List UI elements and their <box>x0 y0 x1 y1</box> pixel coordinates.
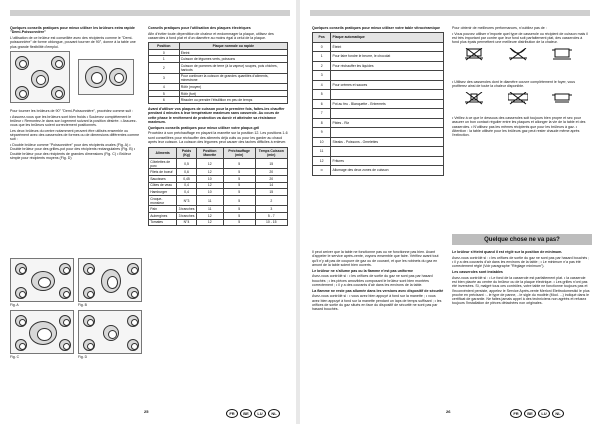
burner-icon <box>83 287 95 299</box>
table-cell: 0 <box>313 42 331 52</box>
fig-c-caption: Fig. C <box>10 355 20 359</box>
table-cell <box>331 128 444 138</box>
burner-icon <box>103 325 119 341</box>
table-cell: Cuisson de légumes verts, poissons <box>179 56 287 63</box>
page-number: 25 <box>144 409 149 414</box>
table-cell: Pâtes - Riz <box>331 118 444 128</box>
burner-icon <box>83 263 95 275</box>
table-cell: 0,6 <box>177 169 196 176</box>
burner-icon <box>15 86 29 100</box>
table-cell: 0,45 <box>177 175 196 182</box>
right-column-1-bottom <box>312 250 444 400</box>
burner-icon <box>127 287 139 299</box>
burner-icon <box>15 339 27 351</box>
table-row <box>313 128 444 138</box>
table-cell: 3 tranches <box>178 207 195 212</box>
right-column-2-top <box>452 26 590 230</box>
table-row <box>149 219 288 226</box>
subheading: La flamme ne reste pas allumée dans les versions avec dispositif de sécurité <box>312 288 444 293</box>
table-cell: Fritures <box>331 156 444 166</box>
list: • Vous pouvez utiliser n'importe quel type de casserole ou récipient de cuisson mais il est très important par contre que leur fond soit parfaitement plat, des casseroles à fond plus épais permettent une meilleure distribution de la chaleur. <box>452 31 588 45</box>
subheading: Les casseroles sont instables <box>452 269 503 274</box>
section-title: Quelques conseils pratiques pour mieux utiliser les brûleurs extra rapide "Demi-Poissonnière" <box>10 26 135 35</box>
table-cell: N°4 <box>177 219 196 226</box>
table-header: Pos <box>313 33 331 43</box>
pot-on-hob-icon <box>464 48 484 61</box>
table-row <box>313 109 444 119</box>
table-row <box>149 195 288 206</box>
burner-icon <box>31 70 49 88</box>
table-cell: Pain <box>149 206 177 213</box>
table-cell: Croque-monsieur <box>149 195 177 206</box>
burner-icon <box>15 315 27 327</box>
burner-icon <box>101 269 121 293</box>
burner-icon <box>85 66 107 88</box>
table-cell: 5 <box>223 182 255 189</box>
table-cell: 0,4 <box>177 182 196 189</box>
table-cell: N°3 <box>177 195 196 206</box>
table-header: Plaque normale ou rapide <box>179 43 287 50</box>
burner-icon <box>15 56 29 70</box>
table-cell: 2 <box>255 195 287 206</box>
table-row <box>149 182 288 189</box>
table-cell <box>331 147 444 157</box>
table-cell: 12 <box>196 212 223 219</box>
table-cell: Éteint <box>179 49 287 56</box>
table-row <box>149 189 288 196</box>
table-cell: 0,4 <box>177 189 196 196</box>
vitro-table <box>312 32 444 176</box>
country-logo: NL <box>552 409 564 418</box>
burner-icon <box>59 315 71 327</box>
table-cell: Pour réchauffer les liquides <box>331 61 444 71</box>
table-cell: 8 <box>313 118 331 128</box>
table-cell <box>331 90 444 100</box>
table-row <box>149 84 288 91</box>
table-header: Aliments <box>149 148 177 159</box>
table-cell: Rissoler ou prendre l'ébullition en peu de temps <box>179 97 287 104</box>
header-bar <box>310 10 590 16</box>
table-cell: 1 <box>149 56 180 63</box>
left-column-1 <box>10 26 142 256</box>
section-title: Quelques conseils pratiques pour mieux utiliser votre plaque-gril <box>148 125 260 130</box>
table-cell: 2 <box>149 63 180 74</box>
burner-icon <box>83 339 95 351</box>
table-cell: 15 <box>255 189 287 196</box>
table-cell: 12 <box>196 219 223 226</box>
pot-icons <box>452 90 590 116</box>
pot-on-hob-icon <box>508 48 528 61</box>
table-row <box>149 158 288 169</box>
table-cell: 5 <box>223 212 255 219</box>
table-cell: Aubergines <box>149 212 177 219</box>
burner-icon <box>31 271 55 291</box>
table-cell: 9 <box>313 128 331 138</box>
table-row <box>313 52 444 62</box>
table-cell: 5 - 7 <box>255 212 287 219</box>
table-cell: 2 <box>313 61 331 71</box>
section-title: Quelques conseils pratiques pour mieux utiliser votre table vitrocéramique <box>312 26 441 30</box>
table-cell: 5 <box>223 189 255 196</box>
list: Avez-vous contrôlé si : • les orifices de sortie du gaz ne sont pas par hasard bouchés ; • les pièces amovibles composant le brûleur sont bien montées correctement ; • il y a des courants d'air dans les environs de la table. <box>312 274 433 287</box>
list: Avez-vous contrôlé si : • les orifices de sortie du gaz ne sont pas par hasard bouchés ; • il y a des courants d'air dans les environs de la table ; • Le minimum n'a pas été correctement réglé (Voir paragraphe "Réglage minimum"). <box>452 255 590 269</box>
table-cell <box>331 71 444 81</box>
table-header: Position <box>149 43 180 50</box>
table-row <box>313 156 444 166</box>
country-logo: LU <box>254 409 266 418</box>
pot-icons <box>452 46 590 80</box>
table-cell: Hamburger <box>149 189 177 196</box>
list: • Assurez-vous que les brûleurs sont bien froids • Soulevez complètement le brûleur • Remontez-le dans son logement suivant la position désirée. • Assurez-vous que les brûleurs soient correctement positionnés. <box>10 114 137 128</box>
section-title: Conseils pratiques pour l'utilisation des plaques électriques <box>148 26 251 30</box>
table-cell: 7 <box>313 109 331 119</box>
paragraph: Les deux brûleurs du centre notamment peuvent être utilisés ensemble ou séparément avec des casseroles de formes ou de dimensions différentes comme suit : <box>10 128 140 142</box>
right-column-2-bottom <box>452 250 590 400</box>
burner-icon <box>109 68 127 86</box>
table-cell: 6 <box>149 97 180 104</box>
table-cell: 10 <box>196 189 223 196</box>
table-cell: Éteint <box>331 42 444 52</box>
table-cell: 10 <box>196 175 223 182</box>
table-row <box>313 80 444 90</box>
table-cell: Cuisson de pommes de terre (à la vapeur) soupes, pois chiches, haricots <box>179 63 287 74</box>
right-column-1 <box>312 26 444 226</box>
country-logo: NL <box>268 409 280 418</box>
table-header: Position Manette <box>196 148 223 159</box>
figures-abcd <box>10 258 142 368</box>
burner-icon <box>83 315 95 327</box>
table-row <box>149 212 288 219</box>
burner-icon <box>51 86 65 100</box>
country-logos <box>510 409 564 418</box>
table-row <box>149 56 288 63</box>
burner-rotation-diagram <box>78 59 134 95</box>
table-cell: 10 - 15 <box>255 219 287 226</box>
list: • Utilisez des casseroles dont le diamètre couvre complètement le foyer, vous profiterez ainsi de toute la chaleur disponible. <box>452 79 576 89</box>
table-cell: 4 <box>149 84 180 91</box>
list: Avez-vous contrôlé si : • Le fond de la casserole est parfaitement plat. • la casserole est bien placée au centre du brûleur ou de la plaque électrique. • Les grilles n'ont pas été inversées. Si, malgré tous ces contrôles, votre table ne fonctionne toujours pas et l'inconvénient persiste, appelez le Service Après-vente Merloni Elettrodomestici le plus proche en précisant : - le type de panne, - le sigle du modèle (Mod. ...) indiqué dans le certificat de garantie. Ne faites jamais appel à des techniciens non agréés et refusez toujours l'installation de pièces détachées non originales. <box>452 275 590 306</box>
table-cell: 5 <box>149 90 180 97</box>
table-cell: Allumage des deux zones de cuisson <box>331 166 444 176</box>
pot-on-hob-icon <box>552 92 572 105</box>
table-row <box>149 63 288 74</box>
country-logo: LU <box>538 409 550 418</box>
paragraph: Avant d'utiliser vos plaques de cuisson pour la première fois, faites-les chauffer pendant 4 minutes à leur température maximum sans casserole. Au cours de cette phase le revêtement de protection va durcir et atteindre sa résistance maximum. <box>148 107 285 124</box>
table-row <box>149 206 288 213</box>
table-cell: Tomates <box>149 219 177 226</box>
country-logo: FR <box>226 409 238 418</box>
table-cell: 3 <box>255 206 287 213</box>
country-logos <box>226 409 280 418</box>
page-number: 26 <box>446 409 451 414</box>
table-row <box>313 90 444 100</box>
table-cell: 3 <box>149 73 180 84</box>
table-cell: Steaks - Poissons - Omelettes <box>331 137 444 147</box>
fig-d-caption: Fig. D <box>78 355 88 359</box>
subheading: Le brûleur ne s'allume pas ou la flamme n'est pas uniforme <box>312 268 413 273</box>
burner-icon <box>15 287 27 299</box>
table-row <box>313 166 444 176</box>
table-cell: Côtelettes de porc <box>149 158 177 169</box>
table-cell: 11 <box>196 206 223 213</box>
burner-icon <box>59 263 71 275</box>
table-header: Préchauffage (min) <box>223 148 255 159</box>
table-row <box>149 90 288 97</box>
table-row <box>149 169 288 176</box>
left-column-2 <box>148 26 288 398</box>
table-row <box>313 71 444 81</box>
table-row <box>313 147 444 157</box>
table-cell: Rôtir (fort) <box>179 90 287 97</box>
table-cell: 12 <box>196 158 223 169</box>
table-cell: ∞ <box>313 166 331 176</box>
fig-b-caption: Fig. B <box>78 303 87 307</box>
table-cell: 5 <box>223 175 255 182</box>
list: • Double brûleur comme "Poissonnière" pour des récipients ovales (Fig. A) • Double brûleur pour des grilles-pot pour des récipients rectangulaires (Fig. B) • Double brûleur pour des récipients de grandes dimensions (Fig. C) • Brûleur simple pour récipients moyens (Fig. D) <box>10 143 136 161</box>
table-cell: 5 <box>223 206 255 213</box>
paragraph: Pour tourner les brûleurs de 90° "Demi-Poissonnière", procédez comme suit : <box>10 108 134 113</box>
table-cell: 0,5 <box>177 158 196 169</box>
table-cell: Pour crèmes et sauces <box>331 80 444 90</box>
table-cell: 3 <box>313 71 331 81</box>
country-logo: BE <box>524 409 536 418</box>
table-row <box>313 99 444 109</box>
table-cell: 5 <box>223 169 255 176</box>
hob-diagram <box>10 51 70 103</box>
table-header: Temps Cuisson (min) <box>255 148 287 159</box>
table-cell: 10 <box>313 137 331 147</box>
table-cell: 11 <box>313 147 331 157</box>
table-header: Plaque automatique <box>331 33 444 43</box>
table-cell: 0 <box>149 49 180 56</box>
electric-plate-table <box>148 42 288 104</box>
table-cell: Côtes de veau <box>149 182 177 189</box>
table-cell: 12 <box>313 156 331 166</box>
table-cell: 12 <box>196 169 223 176</box>
pot-on-hob-icon <box>552 48 572 61</box>
burner-icon <box>127 263 139 275</box>
table-cell: 6 <box>313 99 331 109</box>
table-cell: Pour continuer la cuisson de grandes quantités d'aliments, minestrone <box>179 73 287 84</box>
table-cell: 4 <box>313 80 331 90</box>
table-row <box>149 49 288 56</box>
table-cell: Pour faire fondre le beurre, le chocolat <box>331 52 444 62</box>
table-cell: 15 <box>255 158 287 169</box>
table-row <box>313 118 444 128</box>
list: • Veillez à ce que le dessous des casseroles soit toujours bien propre et sec pour assurer un bon contact régulier entre les plaques et allonger la vie de la table et des casseroles. • N'utilisez pas les mêmes récipients que pour les brûleurs à gaz. • Attention : la table utilisée pour les brûleurs gaz peut rester chaude même après l'extinction. <box>452 115 586 138</box>
hob-figure <box>10 51 142 107</box>
header-bar <box>10 10 290 16</box>
table-row <box>149 73 288 84</box>
subheading: Le brûleur s'éteint quand il est réglé sur la position de minimum. <box>452 250 563 254</box>
table-cell: 5 <box>223 219 255 226</box>
burner-icon <box>127 315 139 327</box>
paragraph: Procédez à son préchauffage en plaçant la manette sur la position 12. Les positions 1-6 sont conseillées pour réchauffer des aliments déjà cuits ou pour les garder au chaud après leur cuisson. La cuisson des légumes peut causer des taches difficiles à enlever. <box>148 131 288 144</box>
table-cell: Pot au feu - Blanquette - Entremets <box>331 99 444 109</box>
paragraph: Afin d'éviter toute déperdition de chaleur et endommager la plaque, utilisez des casseroles à fond plat et d'un diamètre au moins égal à celui de la plaque. <box>148 31 274 40</box>
table-row <box>149 175 288 182</box>
table-cell: 5 <box>223 158 255 169</box>
table-cell <box>331 109 444 119</box>
country-logo: FR <box>510 409 522 418</box>
table-cell: 3 tranches <box>178 213 195 218</box>
burner-icon <box>15 263 27 275</box>
pot-on-hob-icon <box>508 92 528 105</box>
table-row <box>313 61 444 71</box>
table-cell: Saucisses <box>149 175 177 182</box>
burner-icon <box>59 287 71 299</box>
burner-icon <box>127 339 139 351</box>
burner-icon <box>29 321 57 345</box>
table-cell: 1 <box>313 52 331 62</box>
fig-d-diagram <box>78 310 142 354</box>
grill-table <box>148 147 288 226</box>
burner-icon <box>59 339 71 351</box>
table-row <box>313 42 444 52</box>
table-header: Poids (Kg) <box>177 148 196 159</box>
table-cell: 20 <box>255 175 287 182</box>
table-row <box>313 137 444 147</box>
paragraph: L'utilisation de ce brûleur est conseillée avec des récipients comme le "Demi-poissonnière" de forme oblongue, pouvant tourner de 90°, donne à la table une plus grande flexibilité d'emploi. <box>10 35 136 49</box>
table-cell: 5 <box>223 195 255 206</box>
table-cell: 20 <box>255 169 287 176</box>
table-cell: 12 <box>196 182 223 189</box>
troubleshooting-banner: Quelque chose ne va pas? <box>452 234 592 245</box>
table-cell: 5 <box>313 90 331 100</box>
list: Avez-vous contrôlé si : • vous avez bien appuyé à fond sur la manette ; • vous avez bien appuyé à fond sur la manette pendant un laps de temps suffisant ; • les orifices de sortie du gaz situés en face du dispositif de sécurité ne sont pas par hasard bouchés. <box>312 294 442 312</box>
country-logo: BE <box>240 409 252 418</box>
table-row <box>149 97 288 104</box>
table-cell: 14 <box>255 182 287 189</box>
table-cell: Rôtir (moyen) <box>179 84 287 91</box>
fig-c-diagram <box>10 310 74 354</box>
burner-icon <box>51 56 65 70</box>
paragraph: Pour obtenir de meilleures performances, n'oubliez pas de : <box>452 26 547 30</box>
pot-on-hob-icon <box>464 92 484 105</box>
paragraph: Il peut arriver que la table ne fonctionne pas ou ne fonctionne pas bien. Avant d'appeler le service après-vente, voyons ensemble que faire. Vérifiez avant tout qu'il n'y ait pas de coupure de gaz ou de courant, et que les robinets du gaz en amont de la table soient bien ouverts. <box>312 250 439 267</box>
table-cell: Filets de boeuf <box>149 169 177 176</box>
fig-a-diagram <box>10 258 74 302</box>
fig-a-caption: Fig. A <box>10 303 19 307</box>
fig-b-diagram <box>78 258 142 302</box>
table-cell: 11 <box>196 195 223 206</box>
